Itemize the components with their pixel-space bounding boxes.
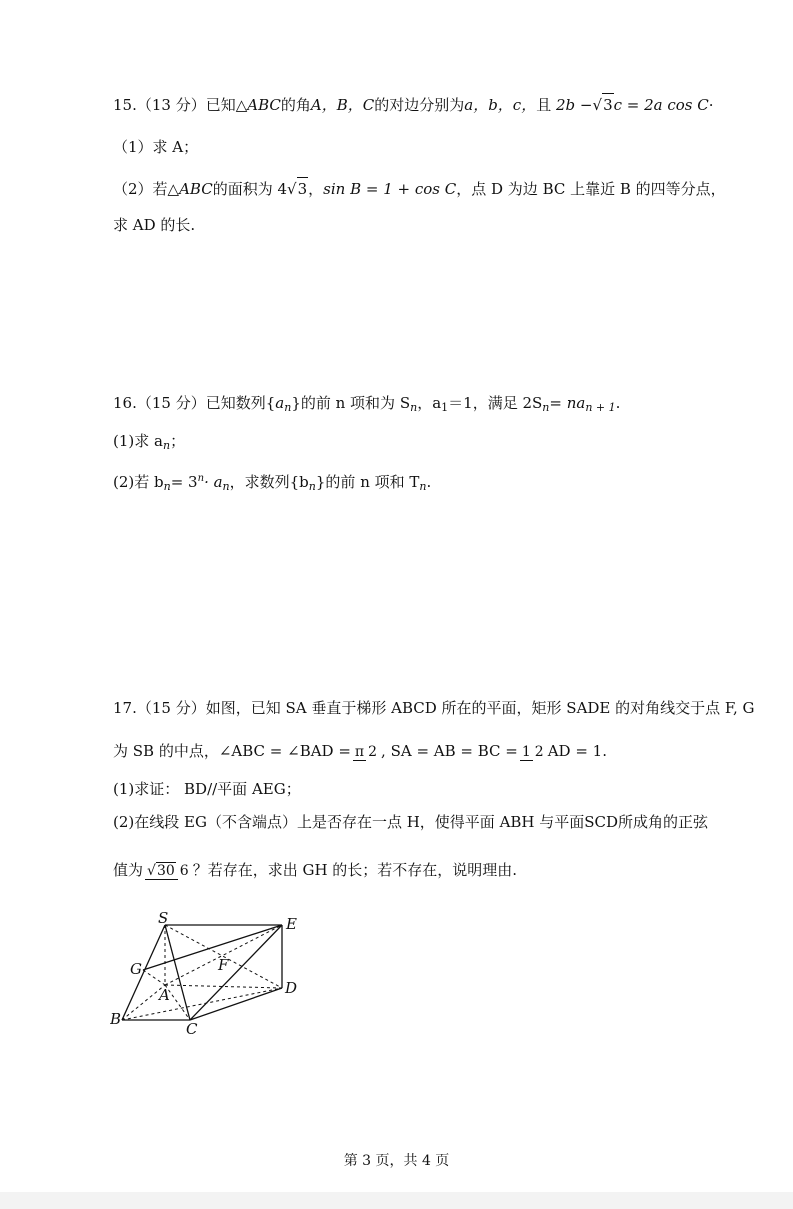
q16-part1 bbox=[113, 430, 793, 457]
label-f: F bbox=[218, 956, 229, 974]
triangle-symbol: △ bbox=[167, 180, 180, 198]
q17-six: 6 bbox=[179, 863, 189, 879]
q17-one: 1 bbox=[521, 743, 531, 760]
label-s: S bbox=[158, 910, 169, 927]
q15-part1 bbox=[113, 136, 793, 158]
q15-head: 15.（13 分）已知 bbox=[113, 96, 236, 114]
q15-p2-c: ， bbox=[308, 180, 324, 198]
label-d: D bbox=[285, 979, 298, 997]
q15-and: 且 bbox=[536, 96, 552, 114]
sqrt-3: √3 bbox=[593, 93, 614, 116]
q15-p2-e: ，点 D 为边 BC 上靠近 B 的四等分点， bbox=[456, 180, 726, 198]
triangle-symbol: △ bbox=[235, 96, 248, 114]
q17-p1: (1)求证： BD//平面 AEG； bbox=[113, 780, 301, 798]
q16-p2-n4: n bbox=[419, 480, 427, 493]
fraction-sqrt30-over-6 bbox=[145, 862, 191, 880]
q15-p2-b: 的面积为 4 bbox=[212, 180, 288, 198]
q15-eq-b: c = 2a cos C bbox=[613, 96, 709, 114]
q16-p2-e: }的前 n 项和 T bbox=[315, 473, 420, 491]
q16-p2-b: = 3 bbox=[170, 473, 198, 491]
q15-part2 bbox=[113, 177, 793, 200]
q15-p2-a: （2）若 bbox=[113, 180, 168, 198]
q15-eq-end: · bbox=[708, 96, 714, 114]
label-g: G bbox=[130, 960, 142, 978]
q17-part1 bbox=[113, 778, 793, 800]
q15-p2-root: 3 bbox=[297, 177, 309, 200]
label-e: E bbox=[286, 915, 297, 933]
q16-mid2: ，a bbox=[417, 394, 442, 412]
sqrt-3: √3 bbox=[287, 177, 308, 200]
q17-l2-a: 为 SB 的中点，∠ABC = ∠BAD = bbox=[113, 742, 351, 760]
q16-statement bbox=[113, 392, 793, 419]
q17-p3-b: ？若存在，求出 GH 的长；若不存在，说明理由. bbox=[192, 861, 518, 879]
edge-cd bbox=[190, 988, 282, 1020]
geometry-figure bbox=[110, 910, 310, 1040]
q17-l2-c: AD = 1. bbox=[547, 742, 607, 760]
q16-p2-n3: n bbox=[308, 480, 316, 493]
q15-p2-f: 求 AD 的长. bbox=[113, 216, 196, 234]
q15-sides: a，b，c， bbox=[464, 96, 537, 114]
q17-two2: 2 bbox=[534, 743, 544, 760]
q16-mid: }的前 n 项和为 S bbox=[291, 394, 411, 412]
sqrt-30: √30 bbox=[147, 863, 175, 879]
q16-p2-exp: n bbox=[197, 473, 205, 484]
q15-text2: 的对边分别为 bbox=[374, 96, 465, 114]
q17-line1: 17.（15 分）如图，已知 SA 垂直于梯形 ABCD 所在的平面，矩形 SADE 的对角线交于点 F, G bbox=[113, 699, 755, 717]
q17-p3-a: 值为 bbox=[113, 861, 144, 879]
q16-np1: n + 1 bbox=[585, 401, 616, 414]
edge-sc bbox=[165, 925, 190, 1020]
q16-mid3: ＝1，满足 2S bbox=[448, 394, 543, 412]
q15-text: 的角 bbox=[280, 96, 311, 114]
q16-p2-d: ，求数列{b bbox=[229, 473, 309, 491]
q16-p2-n: n bbox=[163, 480, 171, 493]
q16-p1-end: ； bbox=[170, 432, 186, 450]
q15-p2-d: sin B = 1 + cos C bbox=[323, 180, 457, 198]
q16-p2-a: (2)若 b bbox=[113, 473, 164, 491]
q16-one: 1 bbox=[441, 401, 449, 414]
q17-part2 bbox=[113, 811, 793, 833]
q16-p1-a: (1)求 a bbox=[113, 432, 163, 450]
q15-part2-cont bbox=[113, 214, 793, 236]
q15-eq-a: 2b − bbox=[556, 96, 593, 114]
q16-p2-f: . bbox=[426, 473, 432, 491]
q15-part1-text: （1）求 A； bbox=[113, 138, 199, 156]
bottom-bar bbox=[0, 1192, 793, 1209]
q17-pi: π bbox=[354, 743, 365, 760]
label-c: C bbox=[186, 1020, 198, 1038]
q16-n3: n bbox=[542, 401, 550, 414]
edge-ga bbox=[143, 970, 165, 985]
q15-triangle-name: ABC bbox=[247, 96, 281, 114]
q16-end: . bbox=[615, 394, 621, 412]
q15-eq-root: 3 bbox=[602, 93, 614, 116]
fraction-one-half bbox=[520, 744, 546, 761]
q15-statement bbox=[113, 93, 793, 116]
q17-l2-b: , SA = AB = BC = bbox=[381, 742, 518, 760]
q17-part2-cont bbox=[113, 848, 793, 892]
q17-two: 2 bbox=[368, 743, 378, 760]
edge-sb bbox=[122, 925, 165, 1020]
q16-a: a bbox=[275, 394, 285, 412]
q17-line2 bbox=[113, 733, 793, 769]
q16-head: 16.（15 分）已知数列{ bbox=[113, 394, 276, 412]
label-b: B bbox=[110, 1010, 122, 1028]
q15-p2-abc: ABC bbox=[179, 180, 213, 198]
q16-p2-c: · a bbox=[204, 473, 223, 491]
q16-n2: n bbox=[410, 401, 418, 414]
q16-p2-n2: n bbox=[222, 480, 230, 493]
edge-ge bbox=[143, 925, 282, 970]
q16-part2 bbox=[113, 468, 793, 498]
q17-p2: (2)在线段 EG（不含端点）上是否存在一点 H，使得平面 ABH 与平面SCD所成角的正弦 bbox=[113, 813, 709, 831]
fraction-pi-over-2 bbox=[353, 744, 379, 761]
q16-n: n bbox=[284, 401, 292, 414]
q15-vars: A，B，C bbox=[310, 96, 375, 114]
q16-mid4: = na bbox=[549, 394, 586, 412]
q17-root30: 30 bbox=[156, 863, 175, 879]
page-footer: 第 3 页，共 4 页 bbox=[343, 1153, 450, 1169]
q17-statement bbox=[113, 697, 793, 719]
label-a: A bbox=[159, 986, 170, 1004]
q16-p1-n: n bbox=[162, 439, 171, 452]
